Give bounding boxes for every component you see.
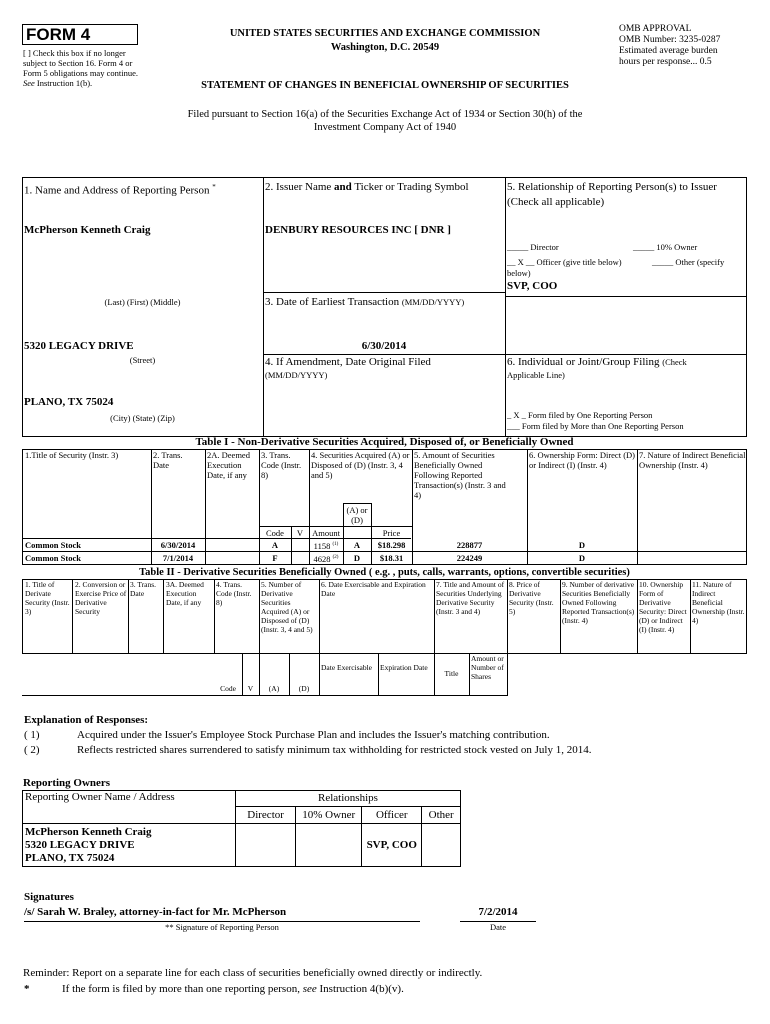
owners-col-name: Reporting Owner Name / Address <box>23 791 236 824</box>
owners-col-director: Director <box>235 807 295 824</box>
t1-row2-code: F <box>272 553 278 563</box>
owners-col-ten: 10% Owner <box>296 807 362 824</box>
box6-label: 6. Individual or Joint/Group Filing (Check Applicable Line) <box>507 356 687 380</box>
t2-sub-a: (A) <box>268 684 280 693</box>
t2-sub-expiration: Expiration Date <box>380 663 428 672</box>
t1-row2-owned: 224249 <box>456 553 483 563</box>
table1-title: Table I - Non-Derivative Securities Acquired, Disposed of, or Beneficially Owned <box>195 436 574 448</box>
earliest-transaction-date: 6/30/2014 <box>361 340 407 352</box>
owners-row-director <box>235 824 295 867</box>
city-label: (City) (State) (Zip) <box>110 413 175 423</box>
signature-date: 7/2/2014 <box>478 906 518 918</box>
t2-header-number: 5. Number of Derivative Securities Acquired (A) or Disposed of (D) (Instr. 3, 4 and 5) <box>261 580 313 634</box>
box4-label: 4. If Amendment, Date Original Filed (MM/DD/YYYY) <box>265 356 431 380</box>
statement-title: STATEMENT OF CHANGES IN BENEFICIAL OWNERSHIP OF SECURITIES <box>201 80 569 91</box>
explanation-item-1: ( 1) Acquired under the Issuer's Employee Stock Purchase Plan and includes the Issuer's matching contribution. <box>24 729 550 741</box>
t2-sub-title: Title <box>444 669 459 678</box>
t1-sub-amount: Amount <box>312 528 340 538</box>
owners-heading: Reporting Owners <box>23 777 111 789</box>
explanation-heading: Explanation of Responses: <box>24 714 149 726</box>
t1-row2-form: D <box>578 553 586 563</box>
street-label: (Street) <box>129 355 156 365</box>
t2-header-nature: 11. Nature of Indirect Beneficial Ownership (Instr. 4) <box>692 580 745 625</box>
t1-row2-date: 7/1/2014 <box>162 553 194 563</box>
officer-title: SVP, COO <box>507 280 558 292</box>
t2-header-code: 4. Trans. Code (Instr. 8) <box>216 580 252 607</box>
t2-header-owned: 9. Number of derivative Securities Beneficially Owned Following Reported Transaction(s) (Instr. 4) <box>562 580 635 625</box>
t2-sub-amount: Amount or Number of Shares <box>471 654 504 681</box>
t1-header-owned: 5. Amount of Securities Beneficially Owned Following Reported Transaction(s) (Instr. 3 and 4) <box>414 450 506 500</box>
t2-header-underlying: 7. Title and Amount of Securities Underlying Derivative Security (Instr. 3 and 4) <box>436 580 505 616</box>
t2-sub-d: (D) <box>298 684 310 693</box>
reporting-person-city: PLANO, TX 75024 <box>24 396 114 408</box>
filing-one-person: _ X _ Form filed by One Reporting Person <box>507 410 653 420</box>
t1-row1-form: D <box>578 540 586 550</box>
reporting-person-name: McPherson Kenneth Craig <box>24 224 151 236</box>
relationship-other-cont: below) <box>507 268 531 278</box>
t1-row2-aord: D <box>353 553 361 563</box>
t1-header-securities: 4. Securities Acquired (A) or Disposed of (D) (Instr. 3, 4 and 5) <box>311 450 410 480</box>
t1-row2-price: $18.31 <box>379 553 404 563</box>
t1-sub-aord: (A) or (D) <box>346 505 368 525</box>
t1-row1-aord: A <box>353 540 361 550</box>
date-label: Date <box>489 922 507 932</box>
t1-row1-price: $18.298 <box>377 540 406 550</box>
t2-sub-date-exercisable: Date Exercisable <box>321 663 373 672</box>
reporting-person-street: 5320 LEGACY DRIVE <box>24 340 134 352</box>
explanation-item-2: ( 2) Reflects restricted shares surrendered to satisfy minimum tax withholding for restricted stock vested on July 1, 2014. <box>24 744 592 756</box>
t2-header-title: 1. Title of Derivate Security (Instr. 3) <box>25 580 70 616</box>
t2-header-deemed: 3A. Deemed Execution Date, if any <box>166 580 204 607</box>
t1-sub-code: Code <box>266 528 284 538</box>
t1-header-code: 3. Trans. Code (Instr. 8) <box>261 450 302 480</box>
relationship-officer: __ X __ Officer (give title below) <box>507 257 622 267</box>
t1-sub-v: V <box>296 528 304 538</box>
t1-row1-amount: 1158 $^{(1)}$ <box>313 540 339 551</box>
footnote-star-text: If the form is filed by more than one reporting person, see Instruction 4(b)(v). <box>62 983 404 995</box>
t2-header-price: 8. Price of Derivative Security (Instr. 5) <box>509 580 554 616</box>
signature-label: ** Signature of Reporting Person <box>165 922 279 932</box>
owners-row-other <box>422 824 461 867</box>
t2-sub-code: Code <box>220 684 236 693</box>
form-title-box <box>22 24 138 45</box>
t1-header-deemed: 2A. Deemed Execution Date, if any <box>207 450 250 480</box>
t1-row2-title: Common Stock <box>25 553 81 563</box>
signer-name: /s/ Sarah W. Braley, attorney-in-fact for Mr. McPherson <box>24 906 287 918</box>
t2-header-date: 3. Trans. Date <box>130 580 157 598</box>
relationship-other: _____ Other (specify <box>652 257 725 267</box>
t1-header-title: 1.Title of Security (Instr. 3) <box>25 450 119 460</box>
owners-row-ten <box>296 824 362 867</box>
owners-table <box>22 790 461 867</box>
filing-more-persons: ___ Form filed by More than One Reporting Person <box>507 421 684 431</box>
table2-title: Table II - Derivative Securities Beneficially Owned ( e.g. , puts, calls, warrants, options, convertible securities) <box>139 567 630 578</box>
reminder: Reminder: Report on a separate line for each class of securities beneficially owned directly or indirectly. <box>23 967 483 979</box>
t2-header-form: 10. Ownership Form of Derivative Security: Direct (D) or Indirect (I) (Instr. 4) <box>639 580 687 634</box>
box3-label: 3. Date of Earliest Transaction (MM/DD/YYYY) <box>265 296 465 308</box>
owners-col-officer: Officer <box>362 807 422 824</box>
owners-col-relationships: Relationships <box>235 791 460 807</box>
issuer-name: DENBURY RESOURCES INC [ DNR ] <box>265 224 451 236</box>
relationship-ten-percent: _____ 10% Owner <box>633 242 698 252</box>
t1-row1-owned: 228877 <box>456 540 483 550</box>
form-title: FORM 4 <box>26 25 91 44</box>
t2-header-exercisable: 6. Date Exercisable and Expiration Date <box>321 580 426 598</box>
t1-header-form: 6. Ownership Form: Direct (D) or Indirect (I) (Instr. 4) <box>529 450 635 470</box>
footnote-star: * <box>24 983 30 995</box>
t1-header-date: 2. Trans. Date <box>153 450 183 470</box>
t1-row1-title: Common Stock <box>25 540 81 550</box>
owners-col-other: Other <box>422 807 461 824</box>
box1-label: 1. Name and Address of Reporting Person * <box>24 183 216 197</box>
t1-header-nature: 7. Nature of Indirect Beneficial Ownership (Instr. 4) <box>639 450 746 470</box>
box2-label: 2. Issuer Name and Ticker or Trading Symbol <box>265 181 469 193</box>
t2-header-conversion: 2. Conversion or Exercise Price of Derivative Security <box>75 580 127 616</box>
owners-row-address: McPherson Kenneth Craig 5320 LEGACY DRIVE PLANO, TX 75024 <box>23 824 236 867</box>
t1-row2-amount: 4628 $^{(2)}$ <box>313 553 339 564</box>
t2-sub-v: V <box>247 684 254 693</box>
relationship-director: _____ Director <box>507 242 559 252</box>
filed-pursuant: Filed pursuant to Section 16(a) of the Securities Exchange Act of 1934 or Section 30(h) of the Investment Company Act of 1940 <box>187 109 583 133</box>
t1-row1-code: A <box>271 540 279 550</box>
signatures-heading: Signatures <box>24 891 74 903</box>
box5-label: 5. Relationship of Reporting Person(s) to Issuer (Check all applicable) <box>507 181 717 208</box>
agency-line2: Washington, D.C. 20549 <box>330 42 440 53</box>
name-parts-label: (Last) (First) (Middle) <box>104 297 181 307</box>
check-box-note: [ ] Check this box if no longer subject to Section 16. Form 4 or Form 5 obligations may continue. See Instruction 1(b). <box>23 48 138 88</box>
owners-row-officer: SVP, COO <box>362 824 422 867</box>
t1-sub-price: Price <box>382 528 401 538</box>
t1-row1-date: 6/30/2014 <box>160 540 196 550</box>
agency-line1: UNITED STATES SECURITIES AND EXCHANGE COMMISSION <box>229 28 541 39</box>
omb-approval: OMB APPROVAL OMB Number: 3235-0287 Estimated average burden hours per response... 0.5 <box>619 24 721 67</box>
